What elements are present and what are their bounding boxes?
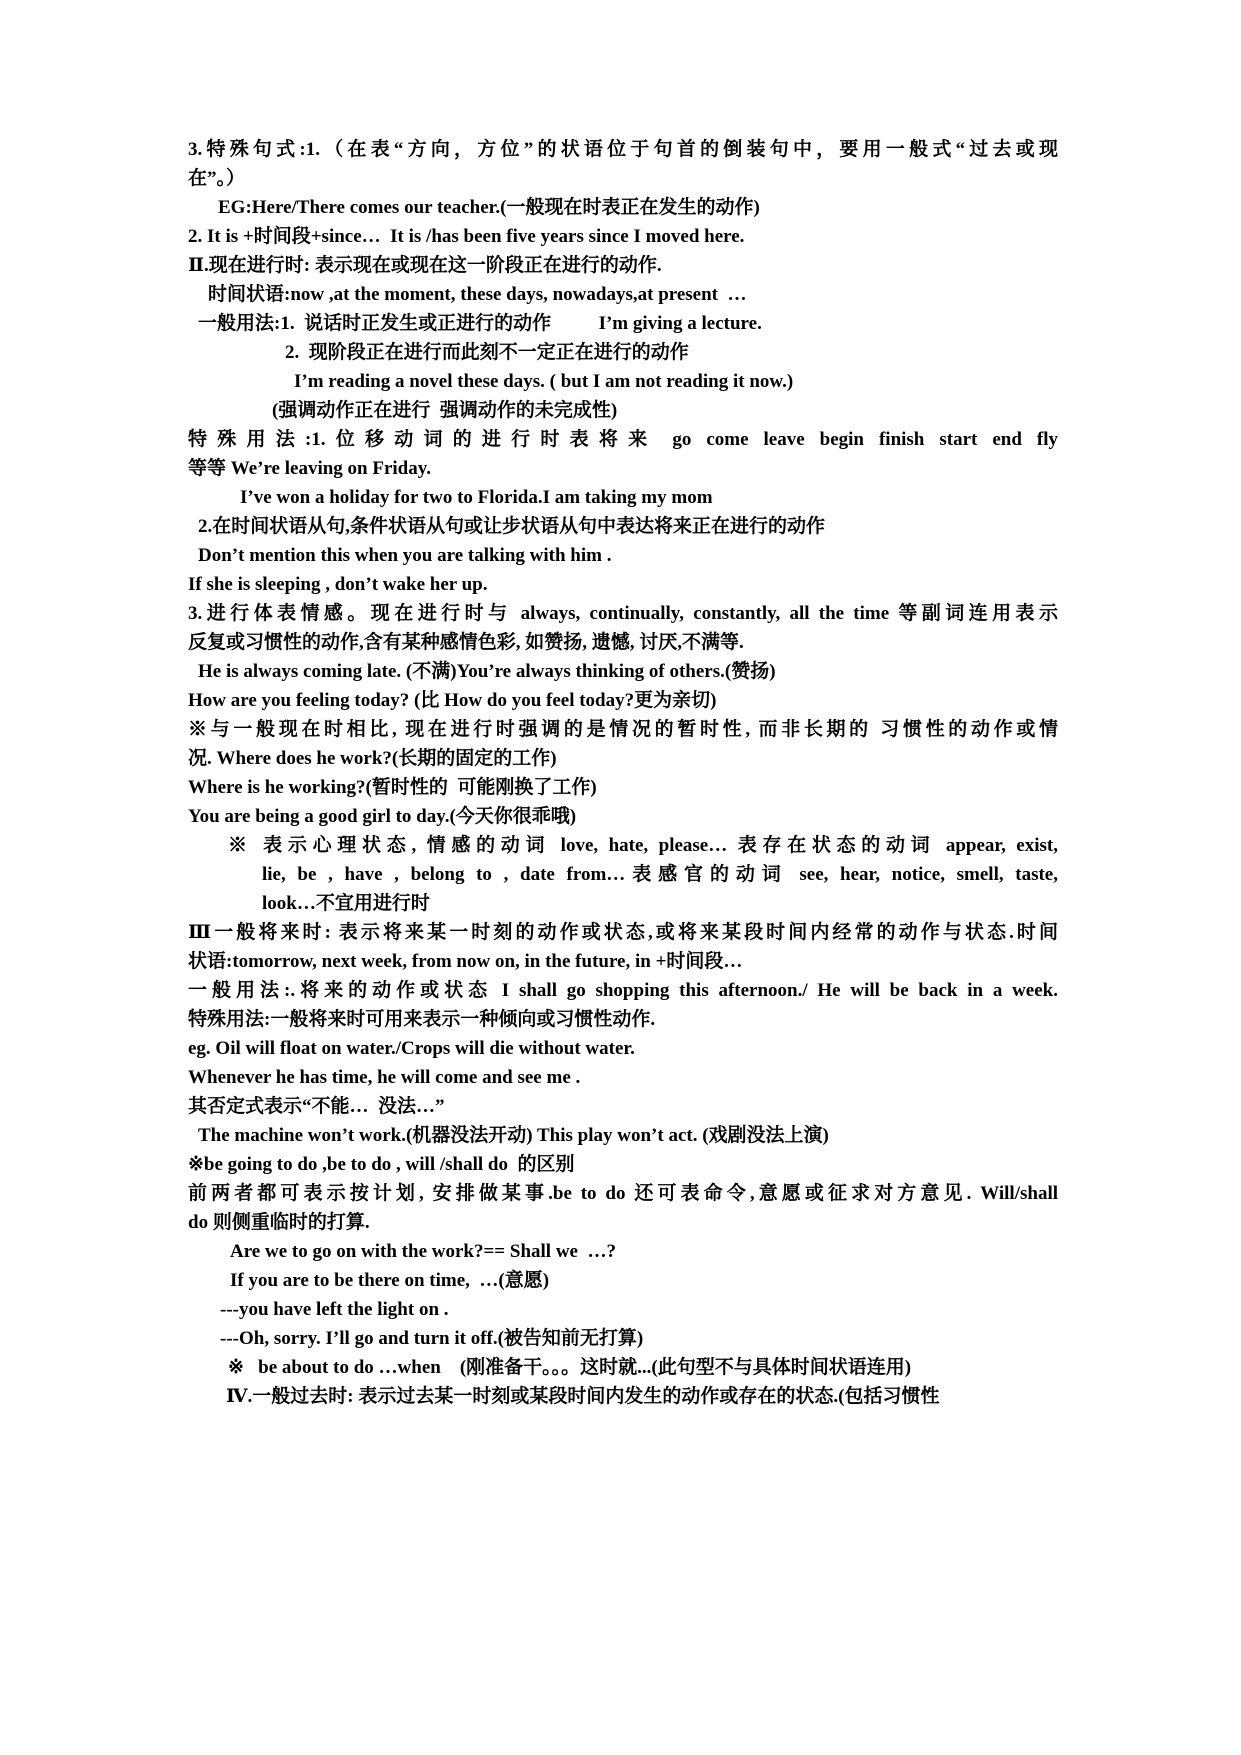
text-line: If you are to be there on time, …(意愿): [230, 1270, 550, 1291]
text-line: 一般用法:1. 说话时正发生或正进行的动作 I’m giving a lecture.: [198, 313, 762, 334]
text-line: 2.在时间状语从句,条件状语从句或让步状语从句中表达将来正在进行的动作: [198, 516, 826, 537]
text-line: ---you have left the light on .: [220, 1299, 449, 1320]
text-line: 3.特殊句式:1.（在表“方向，方位”的状语位于句首的倒装句中，要用一般式“过去或现: [188, 139, 1058, 160]
text-line: do 则侧重临时的打算.: [188, 1212, 370, 1233]
text-line: EG:Here/There comes our teacher.(一般现在时表正在发生的动作): [218, 197, 760, 218]
text-line: ※ 表示心理状态, 情感的动词 love, hate, please… 表存在状态的动词 appear, exist,: [228, 835, 1058, 856]
text-line: 前两者都可表示按计划, 安排做某事.be to do 还可表命令,意愿或征求对方意见. Will/shall: [188, 1183, 1058, 1204]
text-line: 在”。）: [188, 168, 246, 189]
text-line: The machine won’t work.(机器没法开动) This play won’t act. (戏剧没法上演): [198, 1125, 829, 1146]
text-line: ※与一般现在时相比, 现在进行时强调的是情况的暂时性, 而非长期的 习惯性的动作或情: [188, 719, 1058, 740]
text-line: lie, be , have , belong to , date from…表感官的动词 see, hear, notice, smell, taste,: [262, 864, 1058, 885]
text-line: Whenever he has time, he will come and see me .: [188, 1067, 581, 1088]
text-line: 3.进行体表情感。现在进行时与 always, continually, constantly, all the time 等副词连用表示: [188, 603, 1058, 624]
text-line: 况. Where does he work?(长期的固定的工作): [188, 748, 557, 769]
text-line: Don’t mention this when you are talking with him .: [198, 545, 612, 566]
text-line: 等等 We’re leaving on Friday.: [188, 458, 431, 479]
text-line: I’ve won a holiday for two to Florida.I am taking my mom: [240, 487, 713, 508]
text-line: (强调动作正在进行 强调动作的未完成性): [272, 400, 618, 421]
text-line: He is always coming late. (不满)You’re always thinking of others.(赞扬): [198, 661, 776, 682]
text-line: ※be going to do ,be to do , will /shall do 的区别: [188, 1154, 575, 1175]
text-line: 2. It is +时间段+since… It is /has been five years since I moved here.: [188, 226, 745, 247]
text-line: Where is he working?(暂时性的 可能刚换了工作): [188, 777, 597, 798]
text-line: 反复或习惯性的动作,含有某种感情色彩, 如赞扬, 遗憾, 讨厌,不满等.: [188, 632, 744, 653]
text-line: 一般用法:.将来的动作或状态 I shall go shopping this afternoon./ He will be back in a week.: [188, 980, 1058, 1001]
text-line: look…不宜用进行时: [262, 893, 430, 914]
text-line: Ⅱ.现在进行时: 表示现在或现在这一阶段正在进行的动作.: [188, 255, 662, 276]
text-line: 特殊用法:1.位移动词的进行时表将来 go come leave begin finish start end fly: [188, 429, 1058, 450]
text-line: How are you feeling today? (比 How do you feel today?更为亲切): [188, 690, 717, 711]
text-line: Are we to go on with the work?== Shall we …?: [230, 1241, 616, 1262]
text-line: 2. 现阶段正在进行而此刻不一定正在进行的动作: [285, 342, 689, 363]
text-line: eg. Oil will float on water./Crops will die without water.: [188, 1038, 635, 1059]
text-line: 时间状语:now ,at the moment, these days, nowadays,at present …: [208, 284, 747, 305]
text-line: You are being a good girl to day.(今天你很乖哦): [188, 806, 577, 827]
text-line: ---Oh, sorry. I’ll go and turn it off.(被告知前无打算): [220, 1328, 644, 1349]
text-line: ※ be about to do …when (刚准备干。。。这时就...(此句型不与具体时间状语连用): [228, 1357, 912, 1378]
text-line: If she is sleeping , don’t wake her up.: [188, 574, 488, 595]
text-line: Ⅲ一般将来时: 表示将来某一时刻的动作或状态,或将来某段时间内经常的动作与状态.时间: [188, 922, 1058, 943]
text-line: 其否定式表示“不能… 没法…”: [188, 1096, 445, 1117]
text-line: Ⅳ.一般过去时: 表示过去某一时刻或某段时间内发生的动作或存在的状态.(包括习惯性: [226, 1386, 940, 1407]
text-line: I’m reading a novel these days. ( but I am not reading it now.): [294, 371, 794, 392]
text-line: 特殊用法:一般将来时可用来表示一种倾向或习惯性动作.: [188, 1009, 656, 1030]
text-line: 状语:tomorrow, next week, from now on, in the future, in +时间段…: [188, 951, 743, 972]
